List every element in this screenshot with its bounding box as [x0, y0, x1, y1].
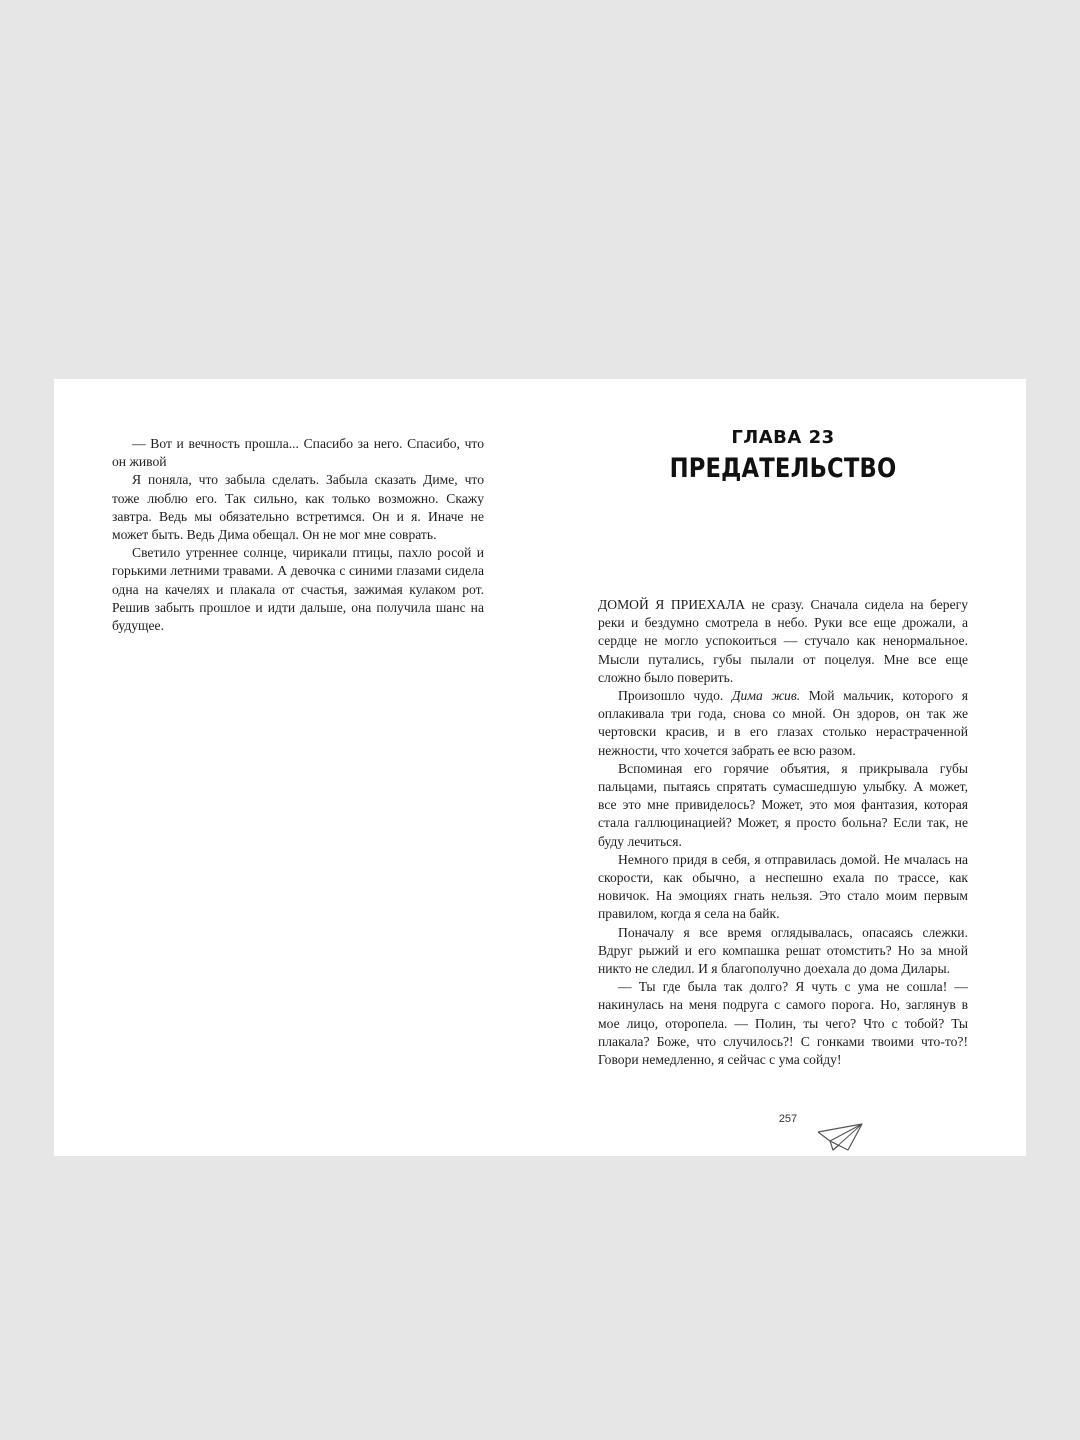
paper-plane-icon	[816, 1120, 864, 1154]
left-paragraph-3: Светило утреннее солнце, чирикали птицы, пахло росой и горькими летними травами. А девочка с синими глазами сидела одна на качелях и плакала от счастья, зажимая кулаком рот. Решив забыть прошлое и идти дальше, она получила шанс на будущее.	[112, 545, 484, 634]
page-number: 257	[778, 1113, 798, 1125]
chapter-number: ГЛАВА 23	[731, 427, 835, 448]
chapter-opening-words: ДОМОЙ Я ПРИЕХАЛА	[598, 597, 746, 612]
chapter-title: ПРЕДАТЕЛЬСТВО	[669, 453, 897, 484]
left-page-text	[112, 435, 484, 635]
right-page-text	[598, 596, 968, 1069]
right-paragraph-2	[598, 687, 968, 760]
right-paragraph-6: — Ты где была так долго? Я чуть с ума не сошла! — накинулась на меня подруга с самого порога. Но, заглянув в мое лицо, оторопела. — Полин, ты чего? Что с тобой? Ты плакала? Боже, что случилось?! С гонками твоими что-то?! Говори немедленно, я сейчас с ума сойду!	[598, 979, 968, 1068]
paragraph-1-rest: не сразу. Сначала сидела на берегу реки и бездумно смотрела в небо. Руки все еще дрожали, а сердце не могло успокоиться — стучало как ненормальное. Мысли путались, губы пылали от поцелуя. Мне все еще сложно было поверить.	[598, 597, 968, 685]
paragraph-2-after: Мой мальчик, которого я оплакивала три года, снова со мной. Он здоров, он так же чертовски красив, и в его глазах столько нерастраченной нежности, что хочется забрать ее всю разом.	[598, 688, 968, 758]
right-paragraph-4: Немного придя в себя, я отправилась домой. Не мчалась на скорости, как обычно, а неспешно ехала по трассе, как новичок. На эмоциях гнать нельзя. Это стало моим первым правилом, когда я села на байк.	[598, 851, 968, 922]
right-paragraph-3: Вспоминая его горячие объятия, я прикрывала губы пальцами, пытаясь спрятать сумасшедшую улыбку. А может, все это мне привиделось? Может, это моя фантазия, которая стала галлюцинацией? Может, я просто больна? Если так, не буду лечиться.	[598, 760, 968, 849]
left-paragraph-1: — Вот и вечность прошла... Спасибо за него. Спасибо, что он живой	[112, 436, 484, 470]
paragraph-2-before: Произошло чудо.	[618, 688, 732, 704]
left-page	[54, 379, 540, 1156]
right-page	[540, 379, 1026, 1156]
right-paragraph-1	[598, 596, 968, 687]
book-spread	[54, 379, 1026, 1156]
left-paragraph-2: Я поняла, что забыла сделать. Забыла сказать Диме, что тоже люблю его. Так сильно, как только возможно. Скажу завтра. Ведь мы обязательно встретимся. Он и я. Иначе не может быть. Ведь Дима обещал. Он не мог мне соврать.	[112, 472, 484, 543]
paragraph-2-italic: Дима жив.	[731, 688, 801, 704]
right-paragraph-5: Поначалу я все время оглядывалась, опасаясь слежки. Вдруг рыжий и его компашка решат отомстить? Но за мной никто не следил. И я благополучно доехала до дома Дилары.	[598, 924, 968, 977]
